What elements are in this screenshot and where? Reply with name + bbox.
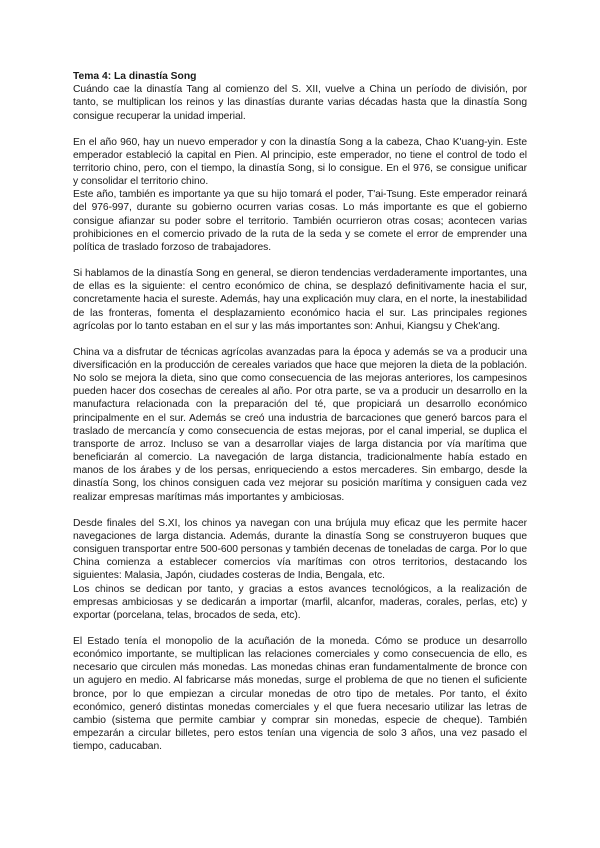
- paragraph-year-960: En el año 960, hay un nuevo emperador y con la dinastía Song a la cabeza, Chao K'uang-yin. Este emperador estableció la capital en Pien. Al principio, este emperador, no tiene el control de todo el territorio chino, pero, con el tiempo, la dinastía Song, si lo consigue. En el 976, se consigue unificar y consolidar el territorio chino.: [73, 136, 527, 188]
- paragraph-agriculture-trade: China va a disfrutar de técnicas agrícolas avanzadas para la época y además se va a producir una diversificación en la producción de cereales variados que hace que mejoren la dieta de la población. No solo se mejora la dieta, sino que como consecuencia de las mejoras anteriores, los campesinos pueden hacer dos cosechas de cereales al año. Por otra parte, se va a producir un desarrollo en la manufactura relacionada con la preparación del té, que propiciará un desarrollo económico principalmente en el sur. Además se creó una industria de barcaciones que generó barcos para el traslado de mercancía y como consecuencia de estas mejoras, por el canal imperial, se duplica el transporte de arroz. Incluso se van a desarrollar viajes de larga distancia por vía marítima que beneficiarán al comercio. La navegación de larga distancia, tradicionalmente había estado en manos de los árabes y de los persas, enriqueciendo a estos mercaderes. Sin embargo, desde la dinastía Song, los chinos consiguen cada vez mejorar su posición marítima y consiguen cada vez realizar empresas marítimas más importantes y ambiciosas.: [73, 346, 527, 503]
- paragraph-navigation: Desde finales del S.XI, los chinos ya navegan con una brújula muy eficaz que les permite hacer navegaciones de larga distancia. Además, durante la dinastía Song se construyeron buques que consiguen transportar entre 500-600 personas y también decenas de toneladas de carga. Por lo que China comienza a establecer comercios vía marítimas con otros territorios, destacando los siguientes: Malasia, Japón, ciudades costeras de India, Bengala, etc.: [73, 517, 527, 582]
- document-title: Tema 4: La dinastía Song: [73, 71, 197, 82]
- paragraph-tang-fall: Cuándo cae la dinastía Tang al comienzo del S. XII, vuelve a China un período de división, por tanto, se multiplican los reinos y las dinastías durante varias décadas hasta que la dinastía Song consigue recuperar la unidad imperial.: [73, 84, 527, 122]
- paragraph-economic-shift: Si hablamos de la dinastía Song en general, se dieron tendencias verdaderamente importantes, una de ellas es la siguiente: el centro económico de china, se desplazó definitivamente hacia el sur, concretamente hacia el sureste. Además, hay una explicación muy clara, en el norte, la inestabilidad de las fronteras, fomenta el desplazamiento económico hacia el sur. Las principales regiones agrícolas por lo tanto estaban en el sur y las más importantes son: Anhui, Kiangsu y Chek'ang.: [73, 268, 527, 332]
- paragraph-tai-tsung: Este año, también es importante ya que su hijo tomará el poder, T'ai-Tsung. Este emperador reinará del 976-997, durante su gobierno ocurren varias cosas. Lo más importante es que el gobierno consigue afianzar su poder sobre el territorio. También ocurrieron otras cosas; acontecen varias prohibiciones en el comercio privado de la ruta de la seda y se comete el error de emprender una política de traslado forzoso de trabajadores.: [73, 189, 527, 253]
- paragraph-currency: El Estado tenía el monopolio de la acuñación de la moneda. Cómo se produce un desarrollo económico importante, se multiplican las relaciones comerciales y como consecuencia de ello, es necesario que circulen más monedas. Las monedas chinas eran fundamentalmente de bronce con un agujero en medio. Al fabricarse más monedas, surge el problema de que no tienen el suficiente bronce, por lo que empiezan a circular monedas de otro tipo de metales. Por tanto, el éxito económico, generó distintas monedas comerciales y el que fuera necesario utilizar las letras de cambio (sistema que permite cambiar y comprar sin monedas, especie de cheque). También empezarán a circular billetes, pero estos tenían una vigencia de solo 3 años, una vez pasado el tiempo, caducaban.: [73, 635, 527, 753]
- paragraph-imports-exports: Los chinos se dedican por tanto, y gracias a estos avances tecnológicos, a la realización de empresas ambiciosas y se dedicarán a importar (marfil, alcanfor, maderas, corales, perlas, etc) y exportar (porcelana, telas, brocados de seda, etc).: [73, 583, 527, 621]
